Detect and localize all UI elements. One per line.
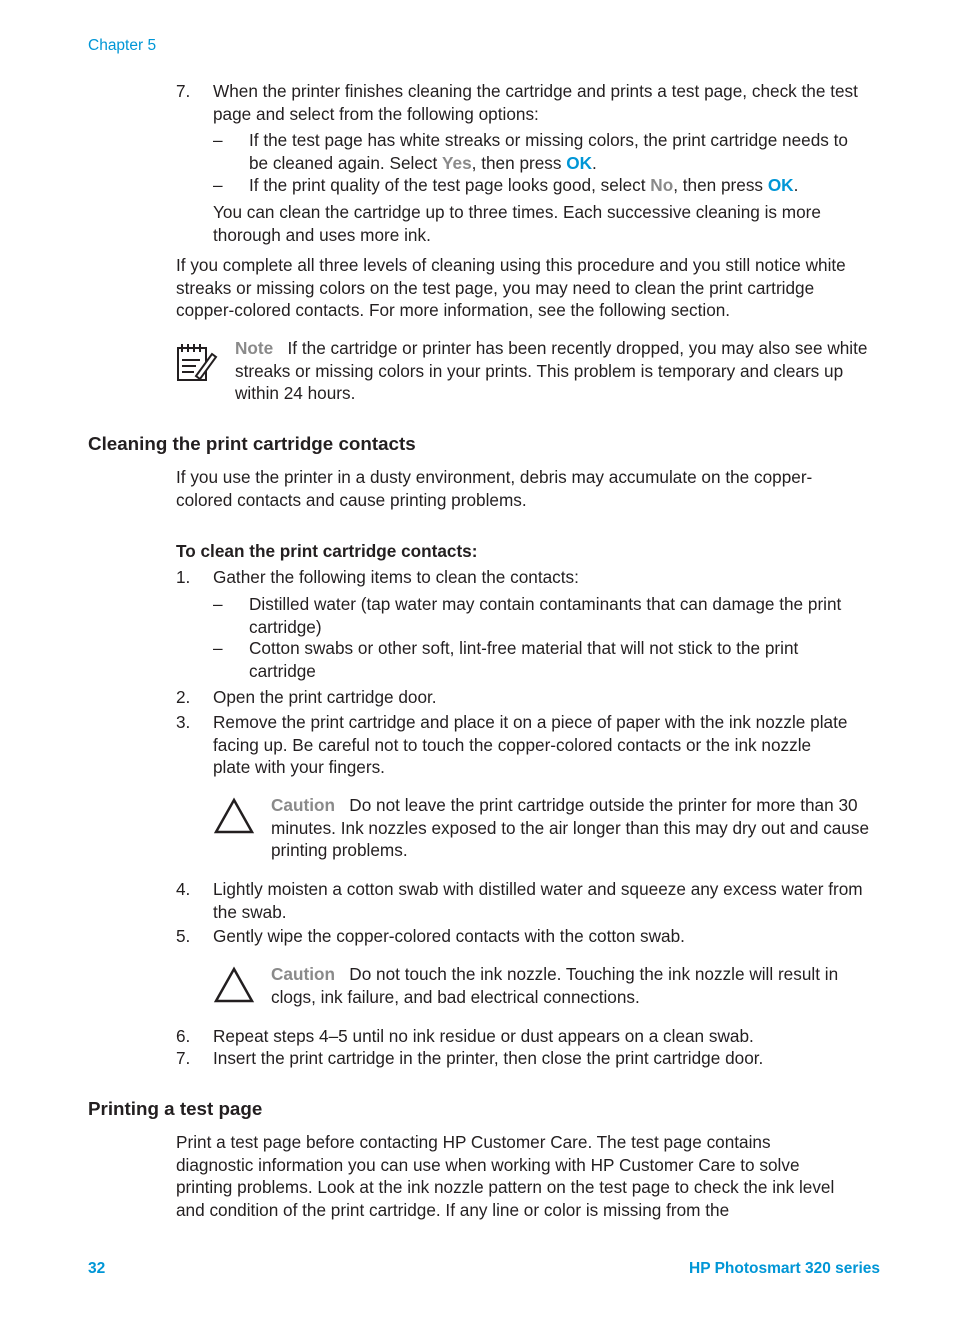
caution-block [271,963,871,1008]
chapter-label: Chapter 5 [88,37,157,54]
step-number: 2. [176,687,191,707]
page-number: 32 [88,1260,106,1277]
procedure-title: To clean the print cartridge contacts: [176,541,478,561]
ok-button-label: OK [566,152,593,173]
caution-triangle-icon [213,966,255,1010]
caution-block [271,794,876,862]
section-intro: If you use the printer in a dusty environment, debris may accumulate on the copper-colored contacts and cause printing problems. [176,467,813,510]
dash-bullet: – [213,175,223,195]
no-option-label: No [650,175,674,195]
list-item: Cotton swabs or other soft, lint-free material that will not stick to the print cartridge [249,638,799,681]
ok-button-label: OK [767,175,794,195]
yes-option-label: Yes [442,152,472,173]
step-number: 5. [176,926,191,946]
list-item: Distilled water (tap water may contain contaminants that can damage the print cartridge) [249,594,842,637]
note-pad-icon [174,340,218,390]
step-number: 3. [176,712,191,732]
section-intro: Print a test page before contacting HP Customer Care. The test page contains diagnostic information you can use when working with HP Customer Care to solve printing problems. Look at the ink nozzle pattern on the test page to check the ink level and condition of the print cartridge. If any line or color is missing from the [176,1132,835,1220]
caution-text: Do not touch the ink nozzle. Touching the ink nozzle will result in clogs, ink failure, and bad electrical connections. [271,964,839,1007]
caution-text: Do not leave the print cartridge outside the printer for more than 30 minutes. Ink nozzles exposed to the air longer than this may dry out and cause printing problems. [271,795,870,860]
dash-bullet: – [213,638,223,658]
step-text: Repeat steps 4–5 until no ink residue or dust appears on a clean swab. [213,1026,754,1046]
step-text: Gently wipe the copper-colored contacts with the cotton swab. [213,926,685,946]
caution-label: Caution [271,964,335,984]
step-number: 7. [176,81,191,101]
step-text: Gather the following items to clean the contacts: [213,567,579,587]
section-heading: Printing a test page [88,1098,263,1119]
step-text: Lightly moisten a cotton swab with distilled water and squeeze any excess water from the swab. [213,879,863,922]
note-text: If the cartridge or printer has been recently dropped, you may also see white streaks or missing colors in your prints. This problem is temporary and clears up within 24 hours. [235,338,868,403]
step-text: Insert the print cartridge in the printer, then close the print cartridge door. [213,1048,764,1068]
option-no: If the print quality of the test page looks good, select No, then press OK. [249,175,799,195]
caution-triangle-icon [213,797,255,841]
step-text: Remove the print cartridge and place it on a piece of paper with the ink nozzle plate facing up. Be careful not to touch the copper-colored contacts or the ink nozzle plate with your fingers. [213,712,848,777]
caution-label: Caution [271,795,335,815]
step-note-text: You can clean the cartridge up to three times. Each successive cleaning is more thorough and uses more ink. [213,202,821,245]
note-label: Note [235,338,274,358]
section-heading: Cleaning the print cartridge contacts [88,433,416,454]
step-number: 7. [176,1048,191,1068]
note-block [235,337,875,405]
step-number: 4. [176,879,191,899]
dash-bullet: – [213,130,223,150]
step-text: Open the print cartridge door. [213,687,437,707]
step-text: When the printer finishes cleaning the cartridge and prints a test page, check the test page and select from the following options: [213,81,858,124]
product-name: HP Photosmart 320 series [689,1260,880,1277]
option-yes: If the test page has white streaks or missing colors, the print cartridge needs to be cleaned again. Select Yes, then press OK. [249,130,848,173]
paragraph: If you complete all three levels of cleaning using this procedure and you still notice white streaks or missing colors on the test page, you may need to clean the print cartridge copper-colored contacts. For more information, see the following section. [176,255,846,320]
step-number: 1. [176,567,191,587]
step-number: 6. [176,1026,191,1046]
dash-bullet: – [213,594,223,614]
